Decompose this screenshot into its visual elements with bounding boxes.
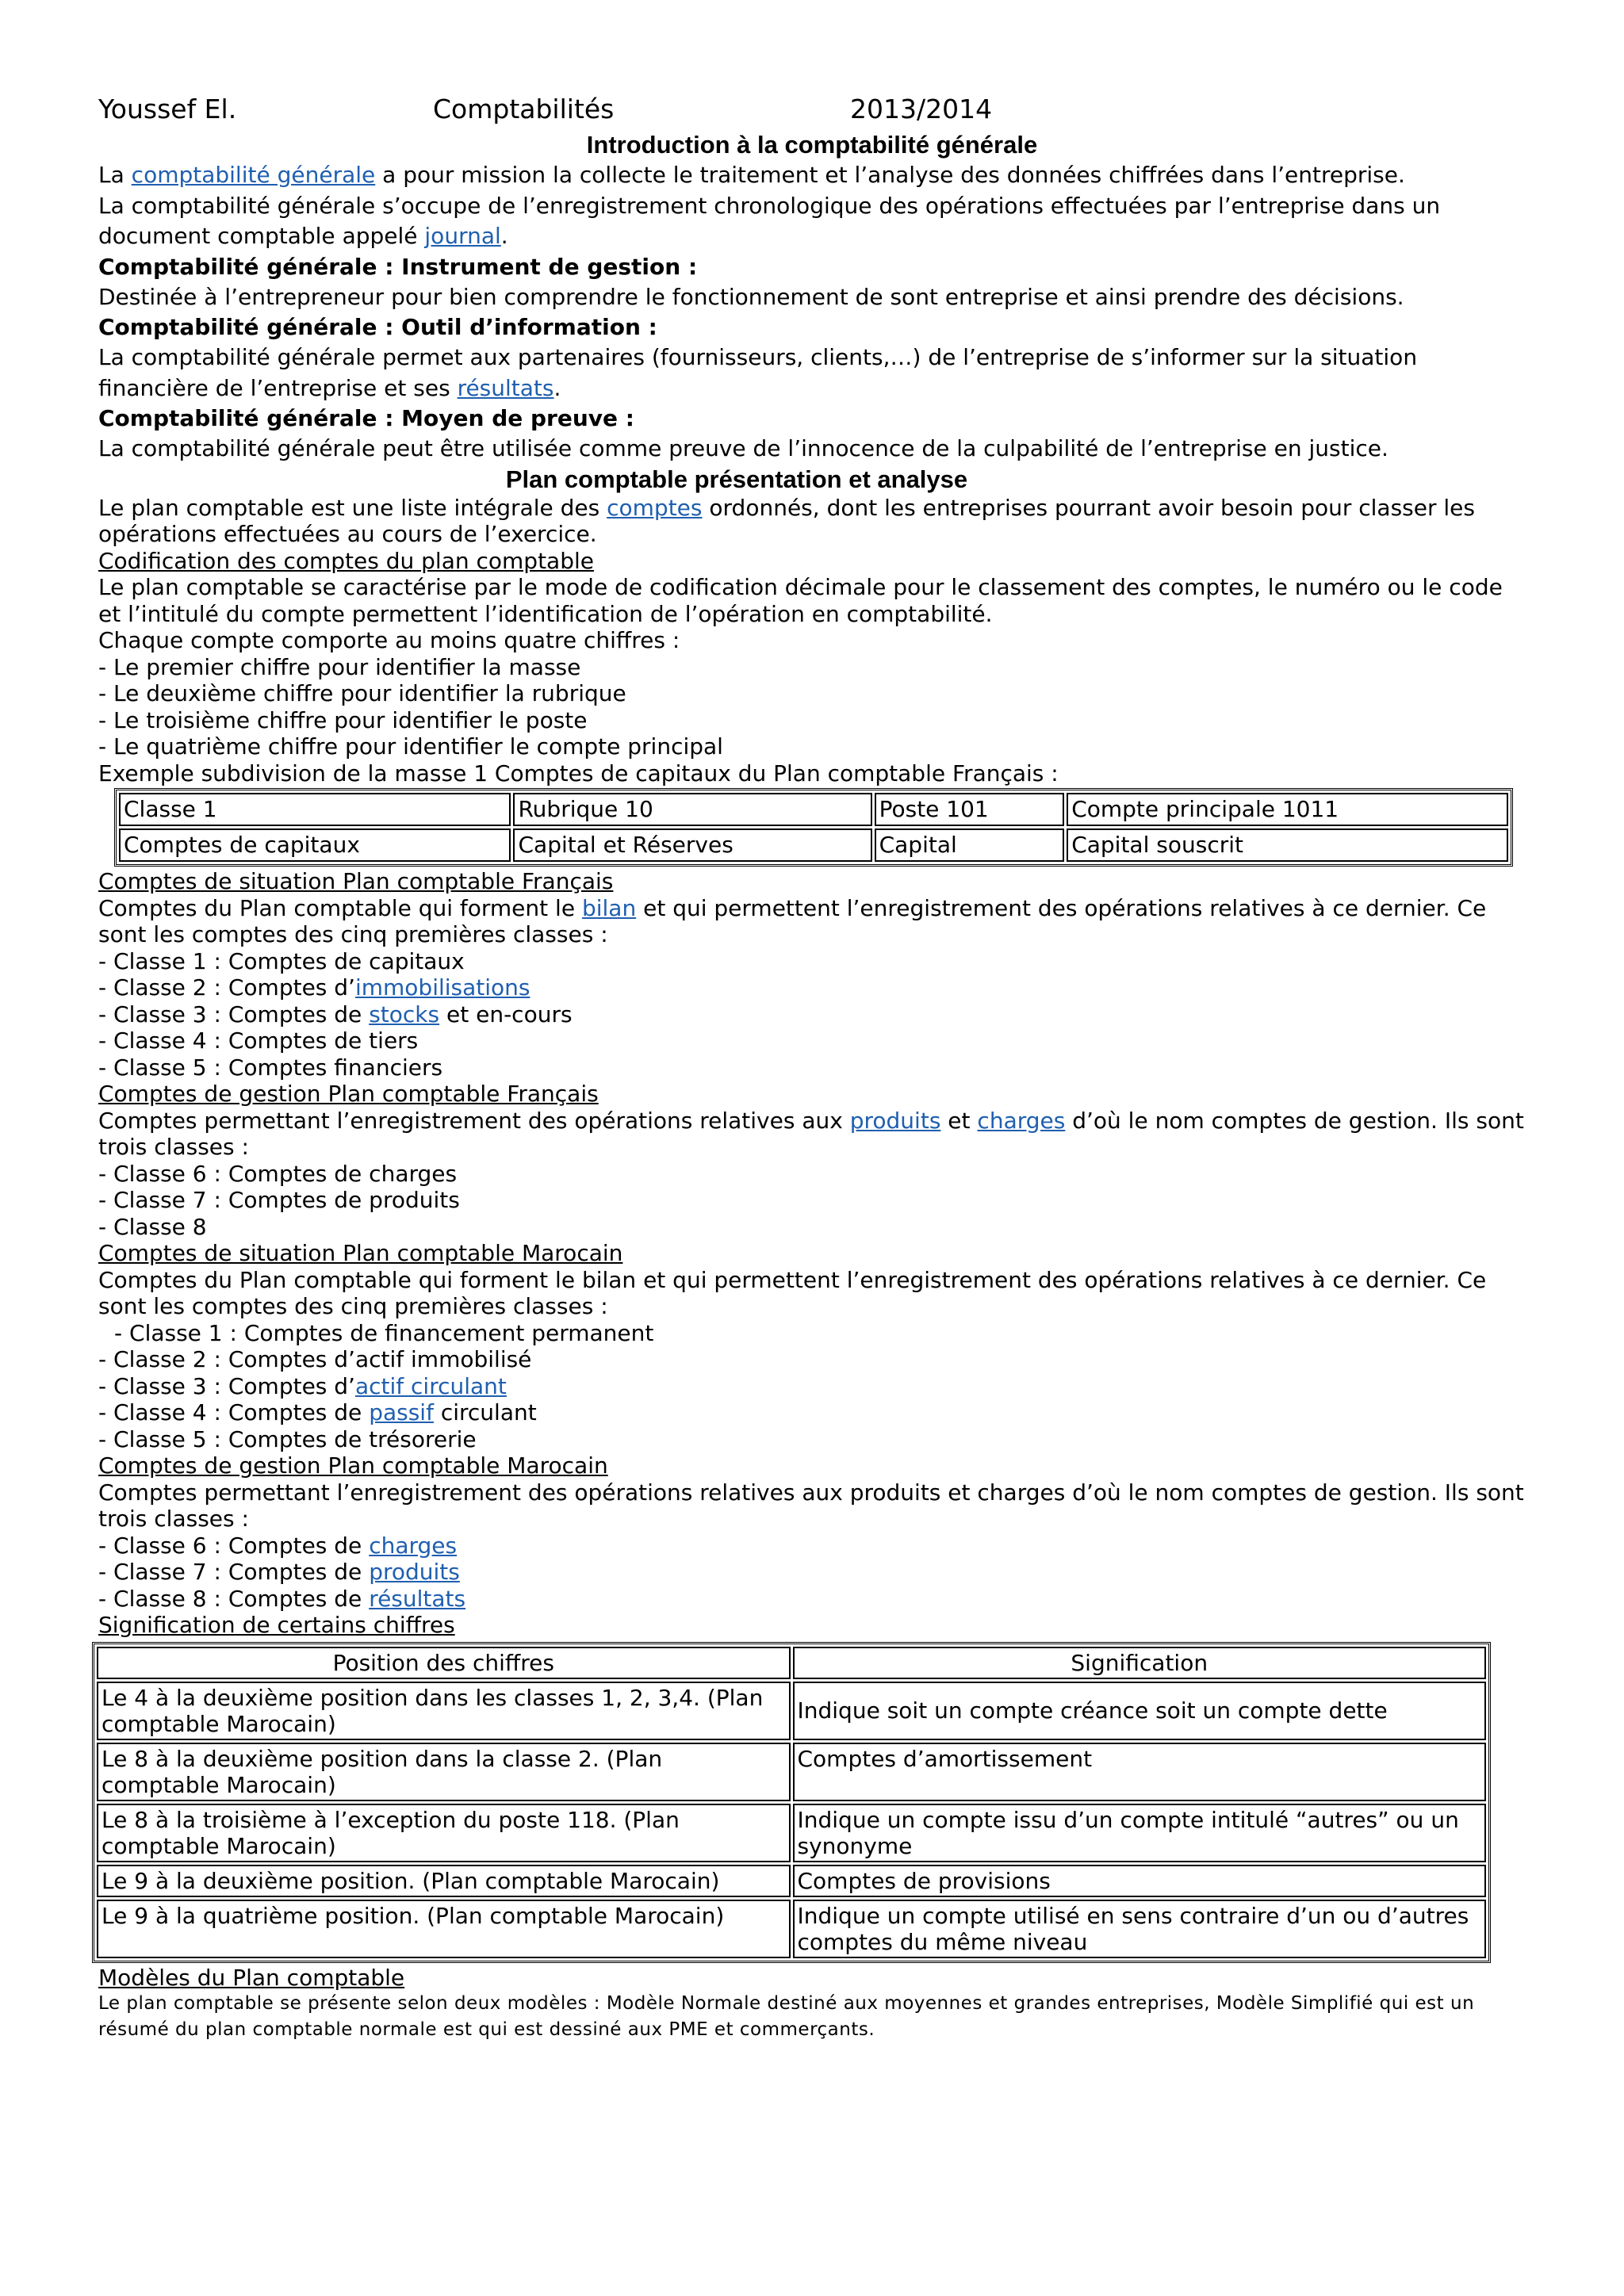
intro-title: Introduction à la comptabilité générale	[586, 131, 1038, 159]
list-item: - Le premier chiffre pour identifier la masse	[98, 654, 1526, 681]
table-row	[97, 1865, 1486, 1897]
section-heading-information: Comptabilité générale : Outil d’information :	[98, 314, 657, 340]
ma-situation-heading: Comptes de situation Plan comptable Marocain	[98, 1240, 623, 1266]
fr-gestion-text: Comptes permettant l’enregistrement des opérations relatives aux produits et charges d’où le nom comptes de gestion. Ils sont trois classes :	[98, 1107, 1524, 1160]
ma-situation-text: Comptes du Plan comptable qui forment le bilan et qui permettent l’enregistrement des opérations relatives à ce dernier. Ce sont les comptes des cinq premières classes :	[98, 1266, 1487, 1319]
chiffres-list	[98, 654, 1526, 760]
table-cell: Compte principale 1011	[1067, 793, 1508, 826]
section-text-information: La comptabilité générale permet aux partenaires (fournisseurs, clients,…) de l’entreprise de s’informer sur la situation financière de l’entreprise et ses résultats.	[98, 344, 1418, 401]
link-produits-ma[interactable]: produits	[369, 1559, 460, 1585]
section-heading-gestion: Comptabilité générale : Instrument de gestion :	[98, 253, 698, 280]
link-produits[interactable]: produits	[849, 1107, 941, 1134]
link-actif-circulant[interactable]: actif circulant	[354, 1372, 507, 1399]
ma-gestion-text: Comptes permettant l’enregistrement des opérations relatives aux produits et charges d’où le nom comptes de gestion. Ils sont trois classes :	[98, 1479, 1524, 1532]
ma-situation-list	[98, 1320, 1526, 1453]
signification-heading: Signification de certains chiffres	[98, 1612, 455, 1638]
list-item: - Classe 5 : Comptes de trésorerie	[98, 1426, 1526, 1453]
table-cell: Le 9 à la quatrième position. (Plan comptable Marocain)	[97, 1900, 791, 1958]
fr-gestion-heading: Comptes de gestion Plan comptable Français	[98, 1081, 599, 1107]
header-year: 2013/2014	[850, 94, 993, 124]
list-item: - Classe 1 : Comptes de financement permanent	[98, 1320, 1526, 1347]
list-item: - Classe 5 : Comptes financiers	[98, 1054, 1526, 1081]
table-cell: Poste 101	[875, 793, 1065, 826]
link-stocks[interactable]: stocks	[369, 1001, 440, 1027]
link-resultats[interactable]: résultats	[457, 374, 554, 401]
table-header-cell: Position des chiffres	[97, 1647, 791, 1679]
table-header-cell: Signification	[793, 1647, 1487, 1679]
list-item: - Classe 6 : Comptes de charges	[98, 1533, 1526, 1559]
list-item: - Classe 1 : Comptes de capitaux	[98, 948, 1526, 975]
list-item: - Classe 3 : Comptes de stocks et en-cours	[98, 1001, 1526, 1028]
list-item: - Classe 4 : Comptes de tiers	[98, 1027, 1526, 1054]
table-cell: Comptes d’amortissement	[793, 1743, 1487, 1801]
plan-title: Plan comptable présentation et analyse	[505, 465, 968, 493]
list-item: - Classe 6 : Comptes de charges	[98, 1161, 1526, 1188]
fr-situation-heading: Comptes de situation Plan comptable Français	[98, 868, 614, 894]
table-row	[119, 828, 1508, 862]
list-item: - Classe 7 : Comptes de produits	[98, 1187, 1526, 1214]
link-resultats-ma[interactable]: résultats	[369, 1585, 466, 1612]
signification-table	[92, 1642, 1491, 1963]
table-cell: Rubrique 10	[513, 793, 871, 826]
header-subject: Comptabilités	[433, 94, 615, 124]
list-item: - Classe 3 : Comptes d’actif circulant	[98, 1373, 1526, 1400]
table-cell: Indique un compte issu d’un compte intitulé “autres” ou un synonyme	[793, 1804, 1487, 1862]
table-cell: Le 4 à la deuxième position dans les classes 1, 2, 3,4. (Plan comptable Marocain)	[97, 1682, 791, 1740]
intro-paragraph-1: La comptabilité générale a pour mission la collecte le traitement et l’analyse des données chiffrées dans l’entreprise.	[98, 162, 1405, 188]
link-comptabilite-generale[interactable]: comptabilité générale	[131, 162, 376, 188]
link-charges-ma[interactable]: charges	[369, 1532, 458, 1559]
table-cell: Comptes de provisions	[793, 1865, 1487, 1897]
list-item: - Classe 8 : Comptes de résultats	[98, 1586, 1526, 1613]
page-header	[98, 94, 1526, 130]
table-cell: Le 9 à la deuxième position. (Plan comptable Marocain)	[97, 1865, 791, 1897]
table-cell: Comptes de capitaux	[119, 828, 511, 862]
fr-situation-text: Comptes du Plan comptable qui forment le bilan et qui permettent l’enregistrement des opérations relatives à ce dernier. Ce sont les comptes des cinq premières classes :	[98, 894, 1487, 947]
table-row	[97, 1804, 1486, 1862]
modeles-text: Le plan comptable se présente selon deux modèles : Modèle Normale destiné aux moyennes et grandes entreprises, Modèle Simplifié qui est un résumé du plan comptable normale est qui est dessiné aux PME et commerçants.	[98, 1993, 1475, 2040]
section-heading-preuve: Comptabilité générale : Moyen de preuve :	[98, 405, 634, 431]
link-bilan[interactable]: bilan	[581, 894, 637, 921]
codification-text: Le plan comptable se caractérise par le mode de codification décimale pour le classement des comptes, le numéro ou le code et l’intitulé du compte permettent l’identification de l’opération en comptabilité.	[98, 574, 1503, 627]
ma-gestion-heading: Comptes de gestion Plan comptable Marocain	[98, 1452, 608, 1479]
list-item: - Classe 8	[98, 1214, 1526, 1241]
exemple-intro: Exemple subdivision de la masse 1 Comptes de capitaux du Plan comptable Français :	[98, 760, 1059, 786]
table-cell: Indique soit un compte créance soit un compte dette	[793, 1682, 1487, 1740]
table-cell: Capital	[875, 828, 1065, 862]
exemple-table	[114, 788, 1513, 867]
table-cell: Indique un compte utilisé en sens contraire d’un ou d’autres comptes du même niveau	[793, 1900, 1487, 1958]
section-text-gestion: Destinée à l’entrepreneur pour bien comprendre le fonctionnement de sont entreprise et ainsi prendre des décisions.	[98, 283, 1404, 310]
table-cell: Le 8 à la deuxième position dans la classe 2. (Plan comptable Marocain)	[97, 1743, 791, 1801]
fr-situation-list	[98, 948, 1526, 1081]
list-item: - Classe 2 : Comptes d’immobilisations	[98, 974, 1526, 1001]
table-row	[97, 1743, 1486, 1801]
fr-gestion-list	[98, 1161, 1526, 1241]
table-cell: Le 8 à la troisième à l’exception du poste 118. (Plan comptable Marocain)	[97, 1804, 791, 1862]
table-cell: Capital souscrit	[1067, 828, 1508, 862]
table-row	[97, 1682, 1486, 1740]
link-passif[interactable]: passif	[369, 1399, 434, 1425]
table-cell: Capital et Réserves	[513, 828, 871, 862]
link-journal[interactable]: journal	[424, 223, 501, 249]
modeles-heading: Modèles du Plan comptable	[98, 1964, 405, 1991]
table-header-row	[97, 1647, 1486, 1679]
header-author: Youssef El.	[98, 94, 237, 124]
link-charges[interactable]: charges	[977, 1107, 1066, 1134]
codification-heading: Codification des comptes du plan comptable	[98, 547, 594, 574]
chiffres-intro: Chaque compte comporte au moins quatre chiffres :	[98, 627, 680, 653]
intro-paragraph-2: La comptabilité générale s’occupe de l’enregistrement chronologique des opérations effectuées par l’entreprise dans un document comptable appelé journal.	[98, 192, 1441, 249]
link-comptes[interactable]: comptes	[607, 494, 703, 521]
list-item: - Classe 7 : Comptes de produits	[98, 1559, 1526, 1586]
section-text-preuve: La comptabilité générale peut être utilisée comme preuve de l’innocence de la culpabilité de l’entreprise en justice.	[98, 435, 1388, 461]
table-row	[119, 793, 1508, 826]
table-row	[97, 1900, 1486, 1958]
document-page	[98, 94, 1526, 2043]
list-item: - Le quatrième chiffre pour identifier le compte principal	[98, 733, 1526, 760]
link-immobilisations[interactable]: immobilisations	[354, 974, 530, 1001]
plan-paragraph: Le plan comptable est une liste intégrale des comptes ordonnés, dont les entreprises pourrant avoir besoin pour classer les opérations effectuées au cours de l’exercice.	[98, 494, 1475, 547]
list-item: - Le troisième chiffre pour identifier le poste	[98, 707, 1526, 734]
list-item: - Classe 2 : Comptes d’actif immobilisé	[98, 1346, 1526, 1373]
table-cell: Classe 1	[119, 793, 511, 826]
list-item: - Classe 4 : Comptes de passif circulant	[98, 1399, 1526, 1426]
ma-gestion-list	[98, 1533, 1526, 1613]
list-item: - Le deuxième chiffre pour identifier la rubrique	[98, 680, 1526, 707]
